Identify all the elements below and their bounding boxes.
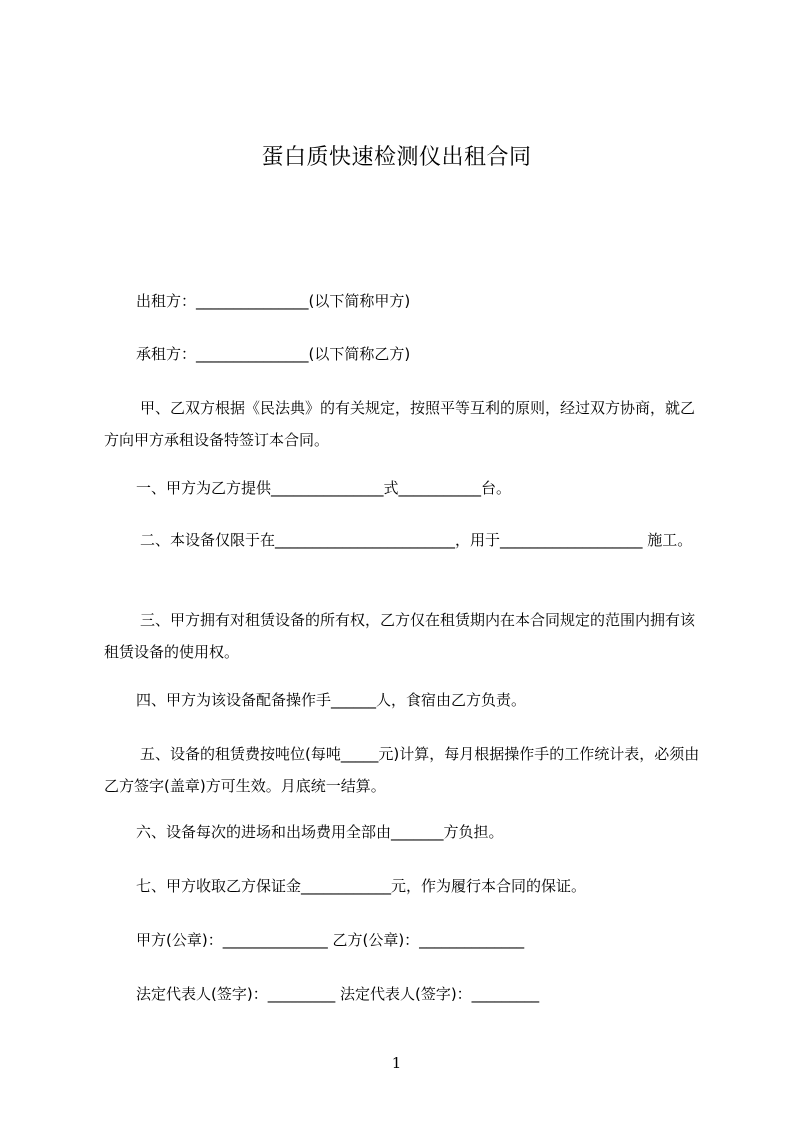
- preamble-paragraph: 甲、乙双方根据《民法典》的有关规定，按照平等互利的原则，经过双方协商，就乙方向甲方承租设备特签订本合同。: [104, 399, 696, 449]
- signatures-line: 法定代表人(签字)：_________ 法定代表人(签字)：_________: [136, 985, 540, 1003]
- clause-7: 七、甲方收取乙方保证金____________元，作为履行本合同的保证。: [136, 877, 587, 895]
- clause-6: 六、设备每次的进场和出场费用全部由_______方负担。: [136, 823, 504, 841]
- lessee-line: 承租方：_______________(以下简称乙方): [136, 345, 411, 363]
- clause-5: 五、设备的租赁费按吨位(每吨_____元)计算，每月根据操作手的工作统计表，必须由乙方签字(盖章)方可生效。月底统一结算。: [104, 745, 700, 795]
- seals-line: 甲方(公章)：______________ 乙方(公章)：______________: [136, 931, 525, 949]
- clause-3: 三、甲方拥有对租赁设备的所有权，乙方仅在租赁期内在本合同规定的范围内拥有该租赁设备的使用权。: [104, 611, 696, 661]
- clause-4: 四、甲方为该设备配备操作手______人，食宿由乙方负责。: [136, 691, 527, 709]
- clause-2: 二、本设备仅限于在________________________，用于___________________ 施工。: [140, 531, 693, 549]
- clause-1: 一、甲方为乙方提供_______________式___________台。: [136, 479, 512, 497]
- document-title: 蛋白质快速检测仪出租合同: [261, 145, 532, 170]
- lessor-line: 出租方：_______________(以下简称甲方): [136, 292, 411, 310]
- page-number: 1: [391, 1054, 402, 1072]
